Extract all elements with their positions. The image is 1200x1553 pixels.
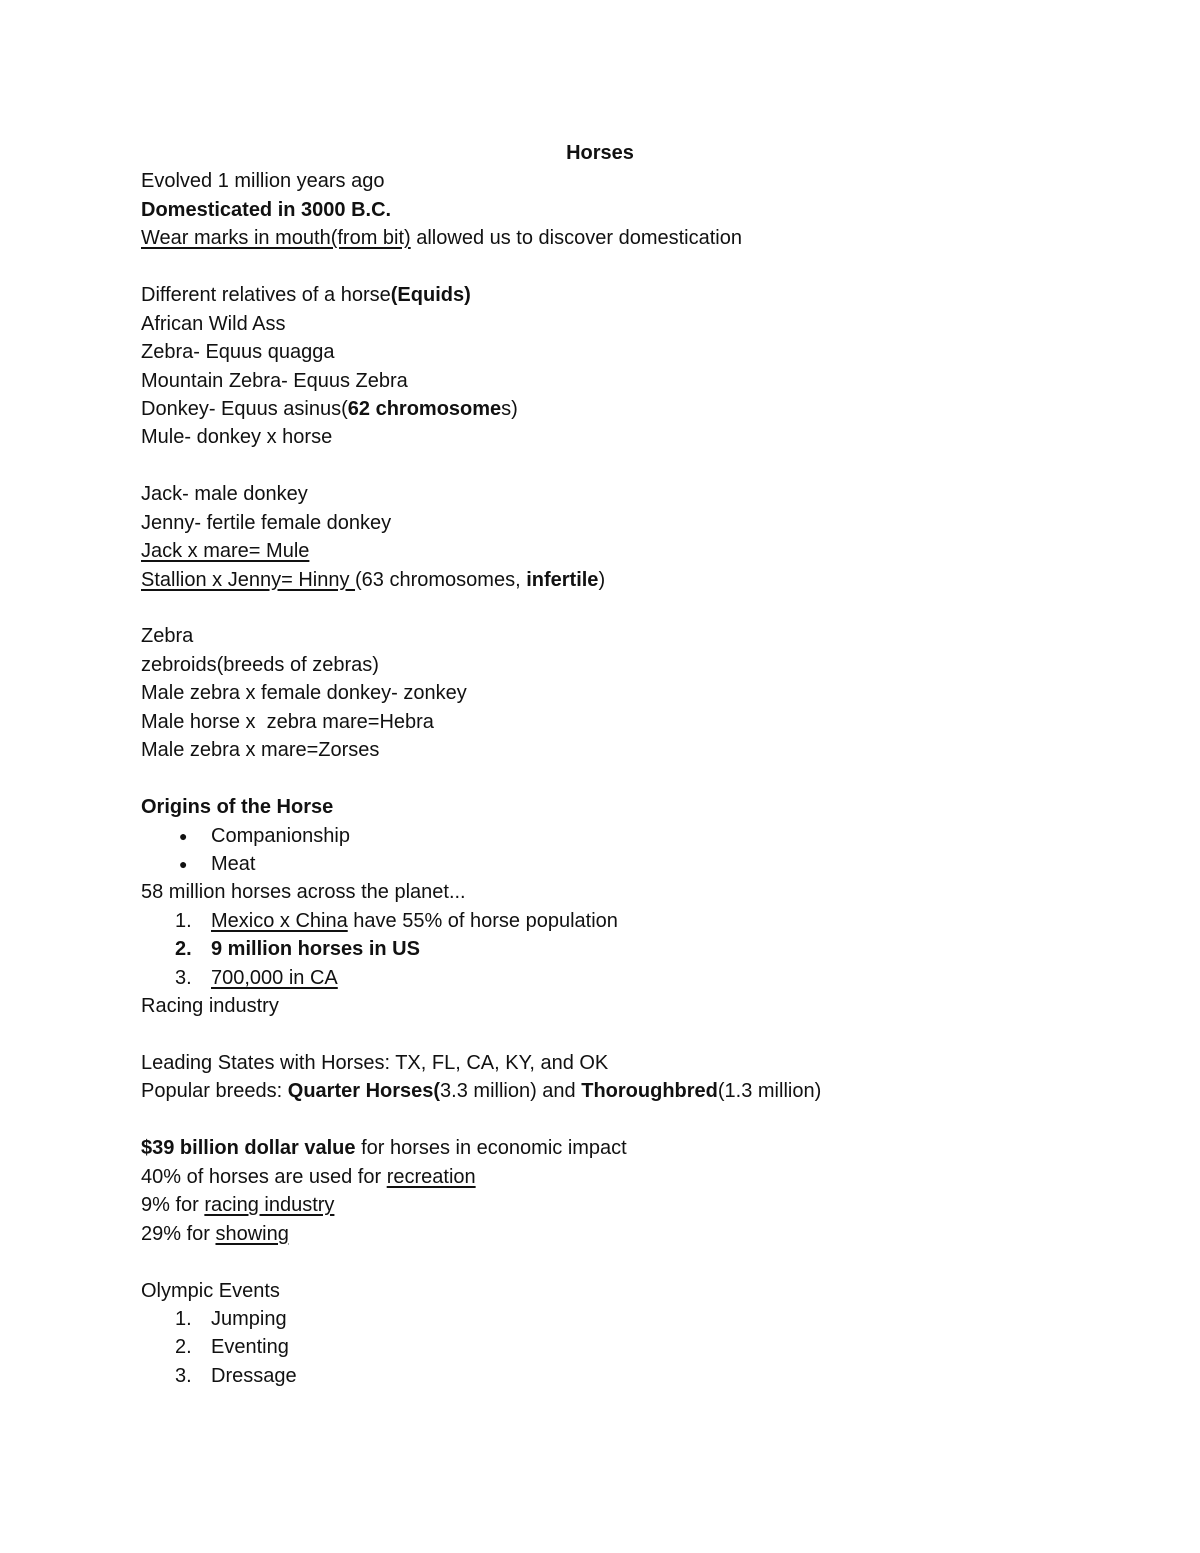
text-run: Male zebra x female donkey- zonkey: [141, 682, 467, 705]
bold-text: $39 billion dollar value: [141, 1137, 356, 1160]
text-run: 9% for: [141, 1194, 205, 1217]
text-run: 29% for: [141, 1222, 216, 1245]
text-line: [141, 509, 1101, 537]
bullet-item: [141, 850, 1101, 878]
text-line: [141, 224, 1101, 252]
text-line: [141, 1049, 1101, 1077]
list-number: 3.: [175, 966, 192, 989]
text-line: [141, 1163, 1101, 1191]
blank-line: [141, 253, 1101, 281]
text-line: [141, 622, 1101, 650]
bold-text: infertile: [526, 568, 599, 591]
text-run: Zebra: [141, 625, 194, 648]
text-run: Donkey- Equus asinus(: [141, 397, 348, 420]
text-run: (1.3 million): [717, 1080, 822, 1103]
text-run: Different relatives of a horse: [141, 284, 391, 307]
text-line: [141, 878, 1101, 906]
underlined-text: Stallion x Jenny= Hinny: [141, 568, 356, 591]
underlined-text: 700,000 in CA: [211, 966, 338, 989]
text-run: s): [501, 397, 518, 420]
text-run: Evolved 1 million years ago: [141, 170, 385, 193]
text-line: [141, 992, 1101, 1020]
text-line: [141, 566, 1101, 594]
bold-text: (Equids): [390, 284, 471, 307]
text-run: Zebra- Equus quagga: [141, 341, 335, 364]
text-run: 58 million horses across the planet...: [141, 881, 466, 904]
text-line: [141, 537, 1101, 565]
text-line: [141, 423, 1101, 451]
bold-text: Domesticated in 3000 B.C.: [141, 198, 392, 221]
numbered-item: [141, 1333, 1101, 1361]
text-run: Leading States with Horses: TX, FL, CA, KY, and OK: [141, 1052, 609, 1074]
blank-line: [141, 594, 1101, 622]
numbered-item: [141, 964, 1101, 992]
text-line: [141, 395, 1101, 423]
underlined-text: Mexico x China: [211, 909, 348, 932]
text-run: Popular breeds:: [141, 1080, 288, 1103]
text-line: [141, 367, 1101, 395]
text-line: [141, 1220, 1101, 1248]
text-run: Olympic Events: [141, 1279, 280, 1302]
text-line: [141, 736, 1101, 764]
text-line: [141, 310, 1101, 338]
bullet-item: [141, 822, 1101, 850]
text-run: African Wild Ass: [141, 312, 286, 335]
underlined-text: Jack x mare= Mule: [141, 540, 310, 563]
text-run: have 55% of horse population: [347, 909, 618, 932]
text-run: (63 chromosomes,: [355, 568, 527, 591]
text-run: ): [598, 568, 606, 591]
blank-line: [141, 452, 1101, 480]
text-run: Mule- donkey x horse: [141, 426, 333, 449]
underlined-text: showing: [215, 1222, 289, 1245]
text-run: zebroids(breeds of zebras): [141, 653, 379, 676]
bold-text: 62 chromosome: [347, 397, 502, 420]
blank-line: [141, 765, 1101, 793]
text-run: Male horse x zebra mare=Hebra: [141, 710, 434, 733]
text-line: [141, 708, 1101, 736]
text-run: Jenny- fertile female donkey: [141, 511, 392, 534]
text-run: Mountain Zebra- Equus Zebra: [141, 369, 408, 392]
numbered-item: [141, 1305, 1101, 1333]
text-line: [141, 651, 1101, 679]
text-run: Eventing: [211, 1336, 289, 1359]
text-run: Racing industry: [141, 995, 279, 1018]
text-run: Companionship: [211, 824, 350, 847]
bold-text: Quarter Horses(: [287, 1080, 441, 1103]
document-body: [141, 139, 1101, 1390]
text-line: [141, 1134, 1101, 1162]
text-run: Dressage: [211, 1364, 297, 1387]
text-line: [141, 793, 1101, 821]
list-number: 1.: [175, 909, 192, 932]
bullet-icon: ●: [179, 855, 188, 872]
numbered-item: [141, 935, 1101, 963]
underlined-text: Wear marks in mouth(from bit): [141, 227, 411, 250]
underlined-text: recreation: [386, 1165, 476, 1188]
list-number: 2.: [175, 1336, 192, 1359]
bold-text: 9 million horses in US: [211, 938, 420, 961]
text-run: 3.3 million) and: [440, 1080, 582, 1103]
text-line: [141, 679, 1101, 707]
bold-text: Origins of the Horse: [141, 796, 334, 819]
text-run: Jack- male donkey: [141, 483, 308, 506]
list-number: 3.: [175, 1364, 192, 1387]
text-run: Jumping: [211, 1307, 287, 1330]
text-run: allowed us to discover domestication: [410, 227, 742, 250]
text-line: [141, 1077, 1101, 1105]
list-number: 1.: [175, 1307, 192, 1330]
numbered-item: [141, 1362, 1101, 1390]
text-line: [141, 167, 1101, 195]
text-run: Meat: [211, 852, 256, 875]
text-line: [141, 338, 1101, 366]
text-run: for horses in economic impact: [355, 1137, 627, 1160]
blank-line: [141, 1106, 1101, 1134]
text-line: [141, 281, 1101, 309]
bold-text: Thoroughbred: [581, 1080, 718, 1103]
text-line: [141, 196, 1101, 224]
bullet-icon: ●: [179, 827, 188, 844]
text-run: Male zebra x mare=Zorses: [141, 739, 380, 762]
blank-line: [141, 1248, 1101, 1276]
underlined-text: racing industry: [204, 1194, 335, 1217]
blank-line: [141, 1021, 1101, 1049]
text-run: 40% of horses are used for: [141, 1165, 387, 1188]
document-title: Horses: [566, 142, 634, 164]
numbered-item: [141, 907, 1101, 935]
text-line: [141, 480, 1101, 508]
text-line: [141, 1277, 1101, 1305]
text-line: [141, 1191, 1101, 1219]
list-number: 2.: [175, 938, 192, 961]
